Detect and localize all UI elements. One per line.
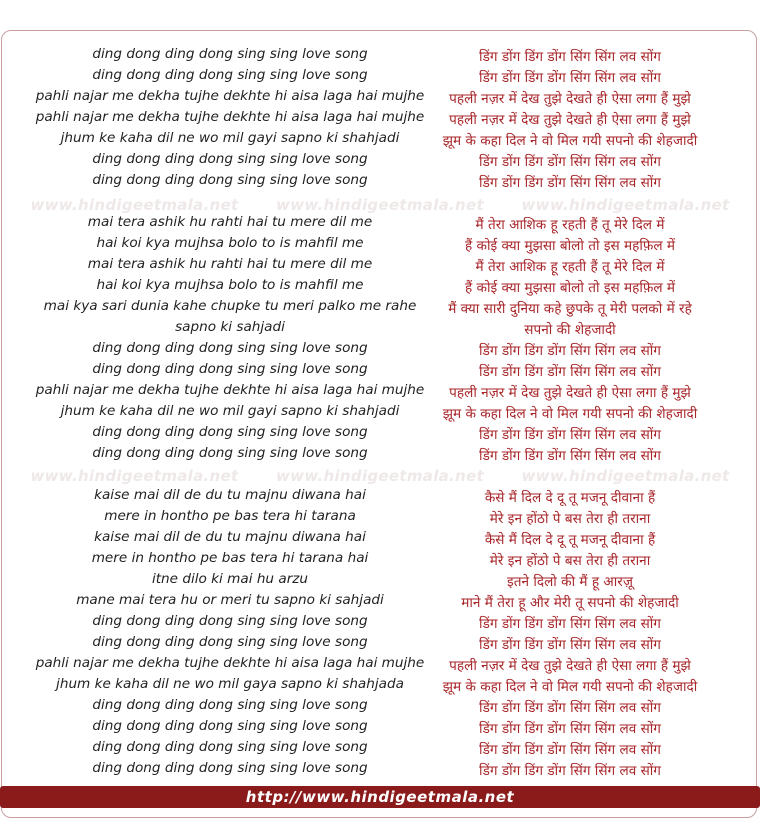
lyric-line	[0, 529, 760, 550]
lyric-line	[0, 46, 760, 67]
lyric-english: ding dong ding dong sing sing love song	[92, 46, 368, 62]
lyric-english: ding dong ding dong sing sing love song	[92, 697, 368, 713]
lyric-english: ding dong ding dong sing sing love song	[92, 67, 368, 83]
watermark-text: www.hindigeetmala.net	[521, 196, 730, 214]
lyric-hindi: डिंग डोंग डिंग डोंग सिंग सिंग लव सोंग	[479, 616, 661, 632]
watermark-text: www.hindigeetmala.net	[521, 467, 730, 485]
lyric-english: jhum ke kaha dil ne wo mil gayi sapno ki shahjadi	[60, 403, 400, 419]
lyric-hindi: डिंग डोंग डिंग डोंग सिंग सिंग लव सोंग	[479, 49, 661, 65]
lyric-english: ding dong ding dong sing sing love song	[92, 634, 368, 650]
lyric-hindi: झूम के कहा दिल ने वो मिल गयी सपनो की शेहजादी	[442, 133, 698, 149]
lyric-english: ding dong ding dong sing sing love song	[92, 613, 368, 629]
lyric-hindi: डिंग डोंग डिंग डोंग सिंग सिंग लव सोंग	[479, 364, 661, 380]
lyric-line	[0, 67, 760, 88]
lyric-english: itne dilo ki mai hu arzu	[151, 571, 309, 587]
lyric-english: jhum ke kaha dil ne wo mil gayi sapno ki shahjadi	[60, 130, 400, 146]
lyric-english: hai koi kya mujhsa bolo to is mahfil me	[96, 277, 364, 293]
watermark-text: www.hindigeetmala.net	[30, 196, 239, 214]
lyric-english: ding dong ding dong sing sing love song	[92, 151, 368, 167]
lyric-hindi: डिंग डोंग डिंग डोंग सिंग सिंग लव सोंग	[479, 154, 661, 170]
lyric-english: sapno ki sahjadi	[175, 319, 285, 335]
lyric-line	[0, 256, 760, 277]
lyric-line	[0, 424, 760, 445]
lyric-hindi: झूम के कहा दिल ने वो मिल गयी सपनो की शेहजादी	[442, 406, 698, 422]
lyric-line	[0, 550, 760, 571]
lyric-line	[0, 235, 760, 256]
lyric-hindi: माने मैं तेरा हू और मेरी तू सपनो की शेहजादी	[461, 595, 679, 611]
lyric-line	[0, 298, 760, 319]
lyric-line	[0, 634, 760, 655]
footer-url-link[interactable]: http://www.hindigeetmala.net	[245, 788, 515, 806]
lyric-hindi: पहली नज़र में देख तुझे देखते ही ऐसा लगा हैं मुझे	[449, 385, 691, 401]
lyric-line	[0, 172, 760, 193]
lyric-hindi: सपनो की शेहजादी	[524, 322, 616, 338]
lyric-line	[0, 277, 760, 298]
lyric-english: mere in hontho pe bas tera hi tarana	[104, 508, 356, 524]
lyric-line	[0, 508, 760, 529]
lyric-english: ding dong ding dong sing sing love song	[92, 739, 368, 755]
lyric-line	[0, 739, 760, 760]
lyric-hindi: डिंग डोंग डिंग डोंग सिंग सिंग लव सोंग	[479, 427, 661, 443]
lyric-english: mai tera ashik hu rahti hai tu mere dil me	[87, 256, 373, 272]
lyric-hindi: डिंग डोंग डिंग डोंग सिंग सिंग लव सोंग	[479, 448, 661, 464]
lyric-hindi: डिंग डोंग डिंग डोंग सिंग सिंग लव सोंग	[479, 742, 661, 758]
lyric-hindi: डिंग डोंग डिंग डोंग सिंग सिंग लव सोंग	[479, 70, 661, 86]
lyric-hindi: मेरे इन होंठो पे बस तेरा ही तराना	[489, 511, 651, 527]
lyric-english: mere in hontho pe bas tera hi tarana hai	[91, 550, 369, 566]
lyric-hindi: डिंग डोंग डिंग डोंग सिंग सिंग लव सोंग	[479, 721, 661, 737]
lyric-hindi: मैं तेरा आशिक हू रहती हैं तू मेरे दिल में	[475, 217, 665, 233]
lyric-english: kaise mai dil de du tu majnu diwana hai	[94, 529, 366, 545]
lyric-english: mai tera ashik hu rahti hai tu mere dil me	[87, 214, 373, 230]
lyric-line	[0, 151, 760, 172]
lyric-line	[0, 571, 760, 592]
lyric-english: ding dong ding dong sing sing love song	[92, 340, 368, 356]
lyric-line	[0, 88, 760, 109]
lyric-line	[0, 319, 760, 340]
lyric-line	[0, 130, 760, 151]
lyric-english: mane mai tera hu or meri tu sapno ki sahjadi	[76, 592, 384, 608]
lyric-hindi: झूम के कहा दिल ने वो मिल गयी सपनो की शेहजादी	[442, 679, 698, 695]
lyric-english: mai kya sari dunia kahe chupke tu meri palko me rahe	[43, 298, 417, 314]
lyric-hindi: हैं कोई क्या मुझसा बोलो तो इस महफ़िल में	[464, 280, 676, 296]
lyric-line	[0, 592, 760, 613]
lyric-line	[0, 445, 760, 466]
lyric-hindi: पहली नज़र में देख तुझे देखते ही ऐसा लगा हैं मुझे	[449, 91, 691, 107]
lyric-line	[0, 676, 760, 697]
watermark-text: www.hindigeetmala.net	[276, 467, 484, 485]
lyric-line	[0, 718, 760, 739]
lyric-hindi: डिंग डोंग डिंग डोंग सिंग सिंग लव सोंग	[479, 175, 661, 191]
watermark-row	[0, 196, 760, 214]
watermark-text: www.hindigeetmala.net	[30, 467, 239, 485]
watermark-text: www.hindigeetmala.net	[276, 196, 484, 214]
lyric-english: hai koi kya mujhsa bolo to is mahfil me	[96, 235, 364, 251]
lyric-english: kaise mai dil de du tu majnu diwana hai	[94, 487, 366, 503]
lyric-hindi: मैं क्या सारी दुनिया कहे छुपके तू मेरी पलको में रहे	[448, 301, 692, 317]
lyric-line	[0, 361, 760, 382]
lyric-english: ding dong ding dong sing sing love song	[92, 361, 368, 377]
lyric-line	[0, 760, 760, 781]
lyric-hindi: पहली नज़र में देख तुझे देखते ही ऐसा लगा हैं मुझे	[449, 658, 691, 674]
lyric-hindi: कैसे मैं दिल दे दू तू मजनू दीवाना हैं	[484, 532, 656, 548]
lyric-line	[0, 109, 760, 130]
lyric-hindi: डिंग डोंग डिंग डोंग सिंग सिंग लव सोंग	[479, 637, 661, 653]
lyric-hindi: इतने दिलो की मैं हू आरज़ू	[507, 574, 633, 590]
lyric-english: pahli najar me dekha tujhe dekhte hi aisa laga hai mujhe	[35, 109, 425, 125]
lyric-hindi: कैसे मैं दिल दे दू तू मजनू दीवाना हैं	[484, 490, 656, 506]
lyric-line	[0, 382, 760, 403]
lyric-english: jhum ke kaha dil ne wo mil gaya sapno ki shahjada	[56, 676, 404, 692]
lyric-english: ding dong ding dong sing sing love song	[92, 718, 368, 734]
lyric-hindi: हैं कोई क्या मुझसा बोलो तो इस महफ़िल में	[464, 238, 676, 254]
lyric-hindi: मैं तेरा आशिक हू रहती हैं तू मेरे दिल में	[475, 259, 665, 275]
lyric-english: ding dong ding dong sing sing love song	[92, 760, 368, 776]
lyric-english: ding dong ding dong sing sing love song	[92, 445, 368, 461]
lyric-line	[0, 613, 760, 634]
lyric-hindi: डिंग डोंग डिंग डोंग सिंग सिंग लव सोंग	[479, 763, 661, 779]
lyric-line	[0, 487, 760, 508]
lyric-english: pahli najar me dekha tujhe dekhte hi aisa laga hai mujhe	[35, 88, 425, 104]
lyric-hindi: मेरे इन होंठो पे बस तेरा ही तराना	[489, 553, 651, 569]
lyric-line	[0, 214, 760, 235]
lyric-hindi: डिंग डोंग डिंग डोंग सिंग सिंग लव सोंग	[479, 700, 661, 716]
lyric-line	[0, 340, 760, 361]
watermark-row	[0, 467, 760, 485]
lyric-line	[0, 655, 760, 676]
lyric-english: pahli najar me dekha tujhe dekhte hi aisa laga hai mujhe	[35, 655, 425, 671]
footer-bar	[0, 786, 760, 808]
lyric-english: ding dong ding dong sing sing love song	[92, 172, 368, 188]
lyric-hindi: डिंग डोंग डिंग डोंग सिंग सिंग लव सोंग	[479, 343, 661, 359]
lyric-english: pahli najar me dekha tujhe dekhte hi aisa laga hai mujhe	[35, 382, 425, 398]
lyric-english: ding dong ding dong sing sing love song	[92, 424, 368, 440]
lyric-hindi: पहली नज़र में देख तुझे देखते ही ऐसा लगा हैं मुझे	[449, 112, 691, 128]
lyric-line	[0, 403, 760, 424]
lyric-line	[0, 697, 760, 718]
